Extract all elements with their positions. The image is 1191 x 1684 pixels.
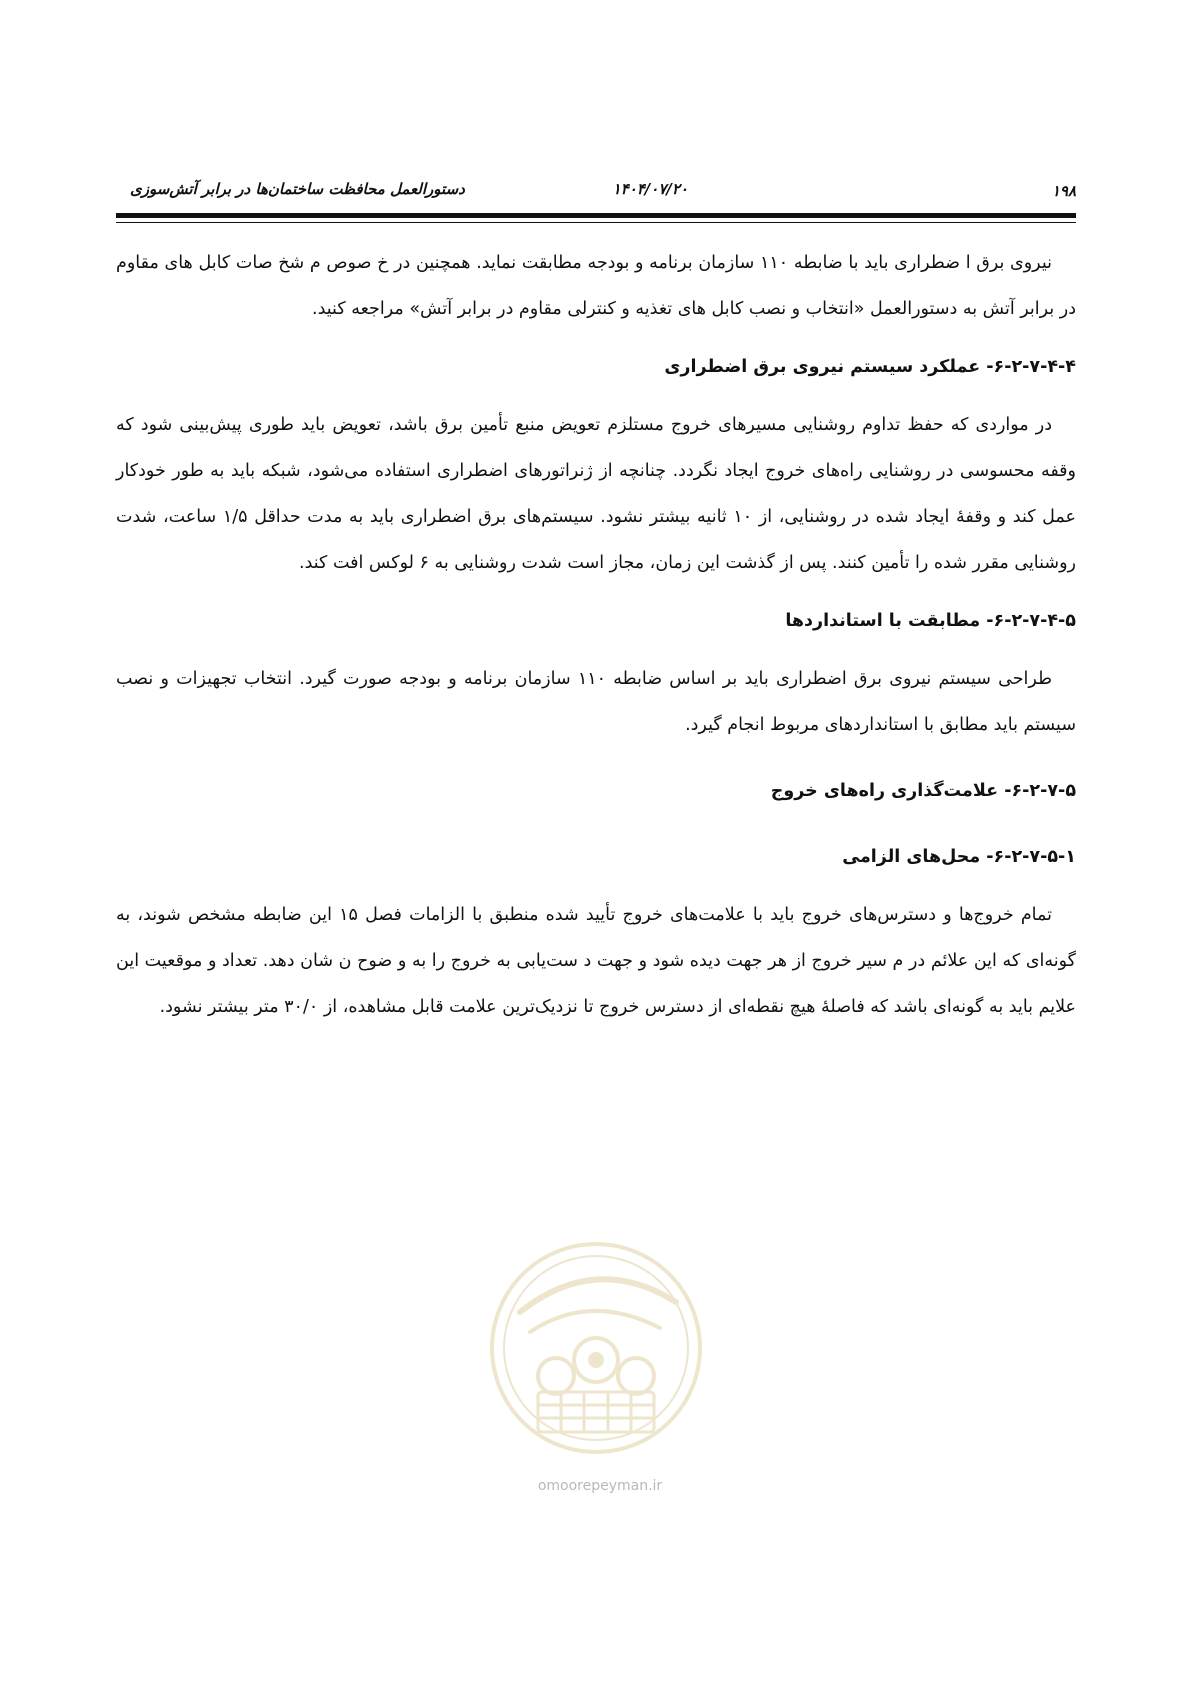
header-date: ۱۴۰۴/۰۷/۲۰: [612, 180, 688, 198]
section-heading-5: ۶-۲-۷-۴-۵- مطابقت با استانداردها: [785, 611, 1076, 631]
section-paragraph-4: در مواردی که حفظ تداوم روشنایی مسیرهای خروج مستلزم تعویض منبع تأمین برق باشد، تعویض باید طوری پیش‌بینی شود که وقفه محسوسی در روشنایی راه‌های خروج ایجاد نگردد. چنانچه از ژنراتورهای اضطراری استفاده می‌شود، شبکه باید به طور خودکار عمل کند و وقفهٔ ایجاد شده در روشنایی، از ۱۰ ثانیه بیشتر نشود. سیستم‌های برق اضطراری باید به مدت حداقل ۱/۵ ساعت، شدت روشنایی مقرر شده را تأمین کنند. پس از گذشت این زمان، مجاز است شدت روشنایی به ۶ لوکس افت کند.: [116, 415, 1076, 573]
header-rule-thick: [116, 213, 1076, 218]
section-paragraph-5: طراحی سیستم نیروی برق اضطراری باید بر اساس ضابطه ۱۱۰ سازمان برنامه و بودجه صورت گیرد. انتخاب تجهیزات و نصب سیستم باید مطابق با استانداردهای مربوط انجام گیرد.: [116, 669, 1076, 735]
intro-paragraph: نیروی برق ا ضطراری باید با ضابطه ۱۱۰ سازمان برنامه و بودجه مطابقت نماید. همچنین در خ صوص م شخ صات کابل های مقاوم در برابر آتش به دستورالعمل «انتخاب و نصب کابل های تغذیه و کنترلی مقاوم در برابر آتش» مراجعه کنید.: [116, 253, 1076, 319]
watermark-logo: [480, 1232, 712, 1464]
header-title: دستورالعمل محافظت ساختمان‌ها در برابر آتش‌سوزی: [130, 180, 465, 198]
section-heading-exit-signs: ۶-۲-۷-۵- علامت‌گذاری راه‌های خروج: [770, 781, 1076, 801]
watermark-url: omoorepeyman.ir: [537, 1478, 663, 1494]
header-rule-thin: [116, 222, 1076, 223]
document-body: [116, 240, 1076, 1030]
seal-icon: [480, 1232, 712, 1464]
page-number: ۱۹۸: [1051, 182, 1076, 200]
section-paragraph-required-locations: تمام خروج‌ها و دسترس‌های خروج باید با علامت‌های خروج تأیید شده منطبق با الزامات فصل ۱۵ این ضابطه مشخص شوند، به گونه‌ای که این علائم در م سیر خروج از هر جهت دیده شود و جهت د ست‌یابی به خروج را به و ضوح ن شان دهد. تعداد و موقعیت این علایم باید به گونه‌ای باشد که فاصلهٔ هیچ نقطه‌ای از دسترس خروج تا نزدیک‌ترین علامت قابل مشاهده، از ۳۰/۰ متر بیشتر نشود.: [116, 905, 1076, 1017]
section-heading-4: ۶-۲-۷-۴-۴- عملکرد سیستم نیروی برق اضطراری: [664, 357, 1076, 377]
section-heading-required-locations: ۶-۲-۷-۵-۱- محل‌های الزامی: [842, 847, 1076, 867]
page-header: [116, 176, 1076, 204]
